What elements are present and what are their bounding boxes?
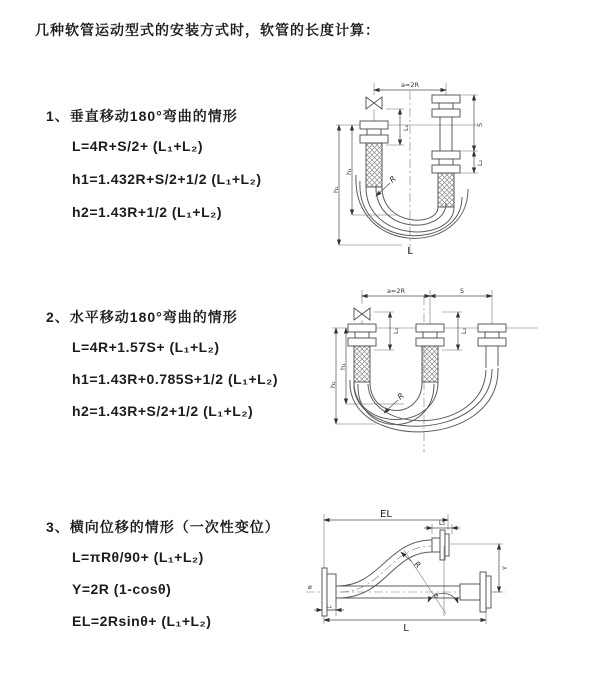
diagram-horizontal-180 xyxy=(312,284,598,456)
left-fitting xyxy=(348,324,376,382)
dim-label-r: R xyxy=(412,559,423,571)
section3-heading: 3、横向位移的情形（一次性变位） xyxy=(46,519,280,535)
diagram-lateral-displacement xyxy=(300,504,600,664)
dim-label-l1: L₁ xyxy=(402,124,410,131)
dim-label-l1: L₁ xyxy=(392,327,400,334)
dim-label-h2: h₂ xyxy=(332,186,340,193)
braided-hose-section xyxy=(438,173,454,207)
braided-hose-section xyxy=(354,346,370,382)
section3-formula-Y: Y=2R (1-cosθ) xyxy=(72,581,172,597)
section1-heading: 1、垂直移动180°弯曲的情形 xyxy=(46,108,238,124)
section2-formula-h2: h2=1.43R+S/2+1/2 (L₁+L₂) xyxy=(72,403,254,419)
dim-label-l2: L₂ xyxy=(476,159,484,166)
right-flange xyxy=(460,572,491,612)
section1-formula-h2: h2=1.43R+1/2 (L₁+L₂) xyxy=(72,204,223,220)
section2-formula-h1: h1=1.43R+0.785S+1/2 (L₁+L₂) xyxy=(72,371,279,387)
section1-formula-h1: h1=1.432R+S/2+1/2 (L₁+L₂) xyxy=(72,171,262,187)
page-title: 几种软管运动型式的安装方式时，软管的长度计算： xyxy=(35,22,380,38)
section3-formula-L: L=πRθ/90+ (L₁+L₂) xyxy=(72,549,204,565)
dim-label-a2r: a=2R xyxy=(400,81,420,89)
displaced-flange xyxy=(432,530,449,560)
section3-formula-EL: EL=2Rsinθ+ (L₁+L₂) xyxy=(72,613,212,629)
dim-label-l: L xyxy=(403,623,409,634)
middle-fitting xyxy=(416,324,444,382)
right-fitting-upper xyxy=(432,95,460,151)
dim-label-r: R xyxy=(387,174,398,185)
dim-label-l: L xyxy=(407,246,413,256)
dim-label-s: S xyxy=(459,287,465,295)
dim-label-h1: h₁ xyxy=(339,363,347,370)
dim-label-s: S xyxy=(476,122,484,127)
right-fitting-lower xyxy=(432,151,460,207)
diameter-mark: ⌀ xyxy=(308,583,312,591)
section1-formula-L: L=4R+S/2+ (L₁+L₂) xyxy=(72,138,203,154)
dim-label-l2: L₂ xyxy=(460,327,468,334)
dim-label-theta: θ xyxy=(434,592,438,600)
right-fitting xyxy=(478,324,506,368)
braided-hose-section xyxy=(422,346,438,382)
dim-label-h1: h₁ xyxy=(345,168,353,175)
displaced-hose xyxy=(338,540,432,598)
diagram-vertical-180 xyxy=(312,75,598,256)
valve-icon xyxy=(354,308,370,320)
dim-label-l1: L₁ xyxy=(325,602,333,610)
dim-label-el: EL xyxy=(380,509,392,520)
dim-label-y: Y xyxy=(501,566,509,570)
left-fitting xyxy=(360,121,388,187)
section2-formula-L: L=4R+1.57S+ (L₁+L₂) xyxy=(72,339,220,355)
dim-label-a2r: a=2R xyxy=(386,287,406,295)
dim-label-h2: h₂ xyxy=(329,381,337,388)
valve-icon xyxy=(366,97,382,109)
dim-label-l2: L₂ xyxy=(438,519,446,527)
braided-hose-section xyxy=(366,143,382,187)
dim-label-r: R xyxy=(395,391,406,402)
section2-heading: 2、水平移动180°弯曲的情形 xyxy=(46,309,238,325)
